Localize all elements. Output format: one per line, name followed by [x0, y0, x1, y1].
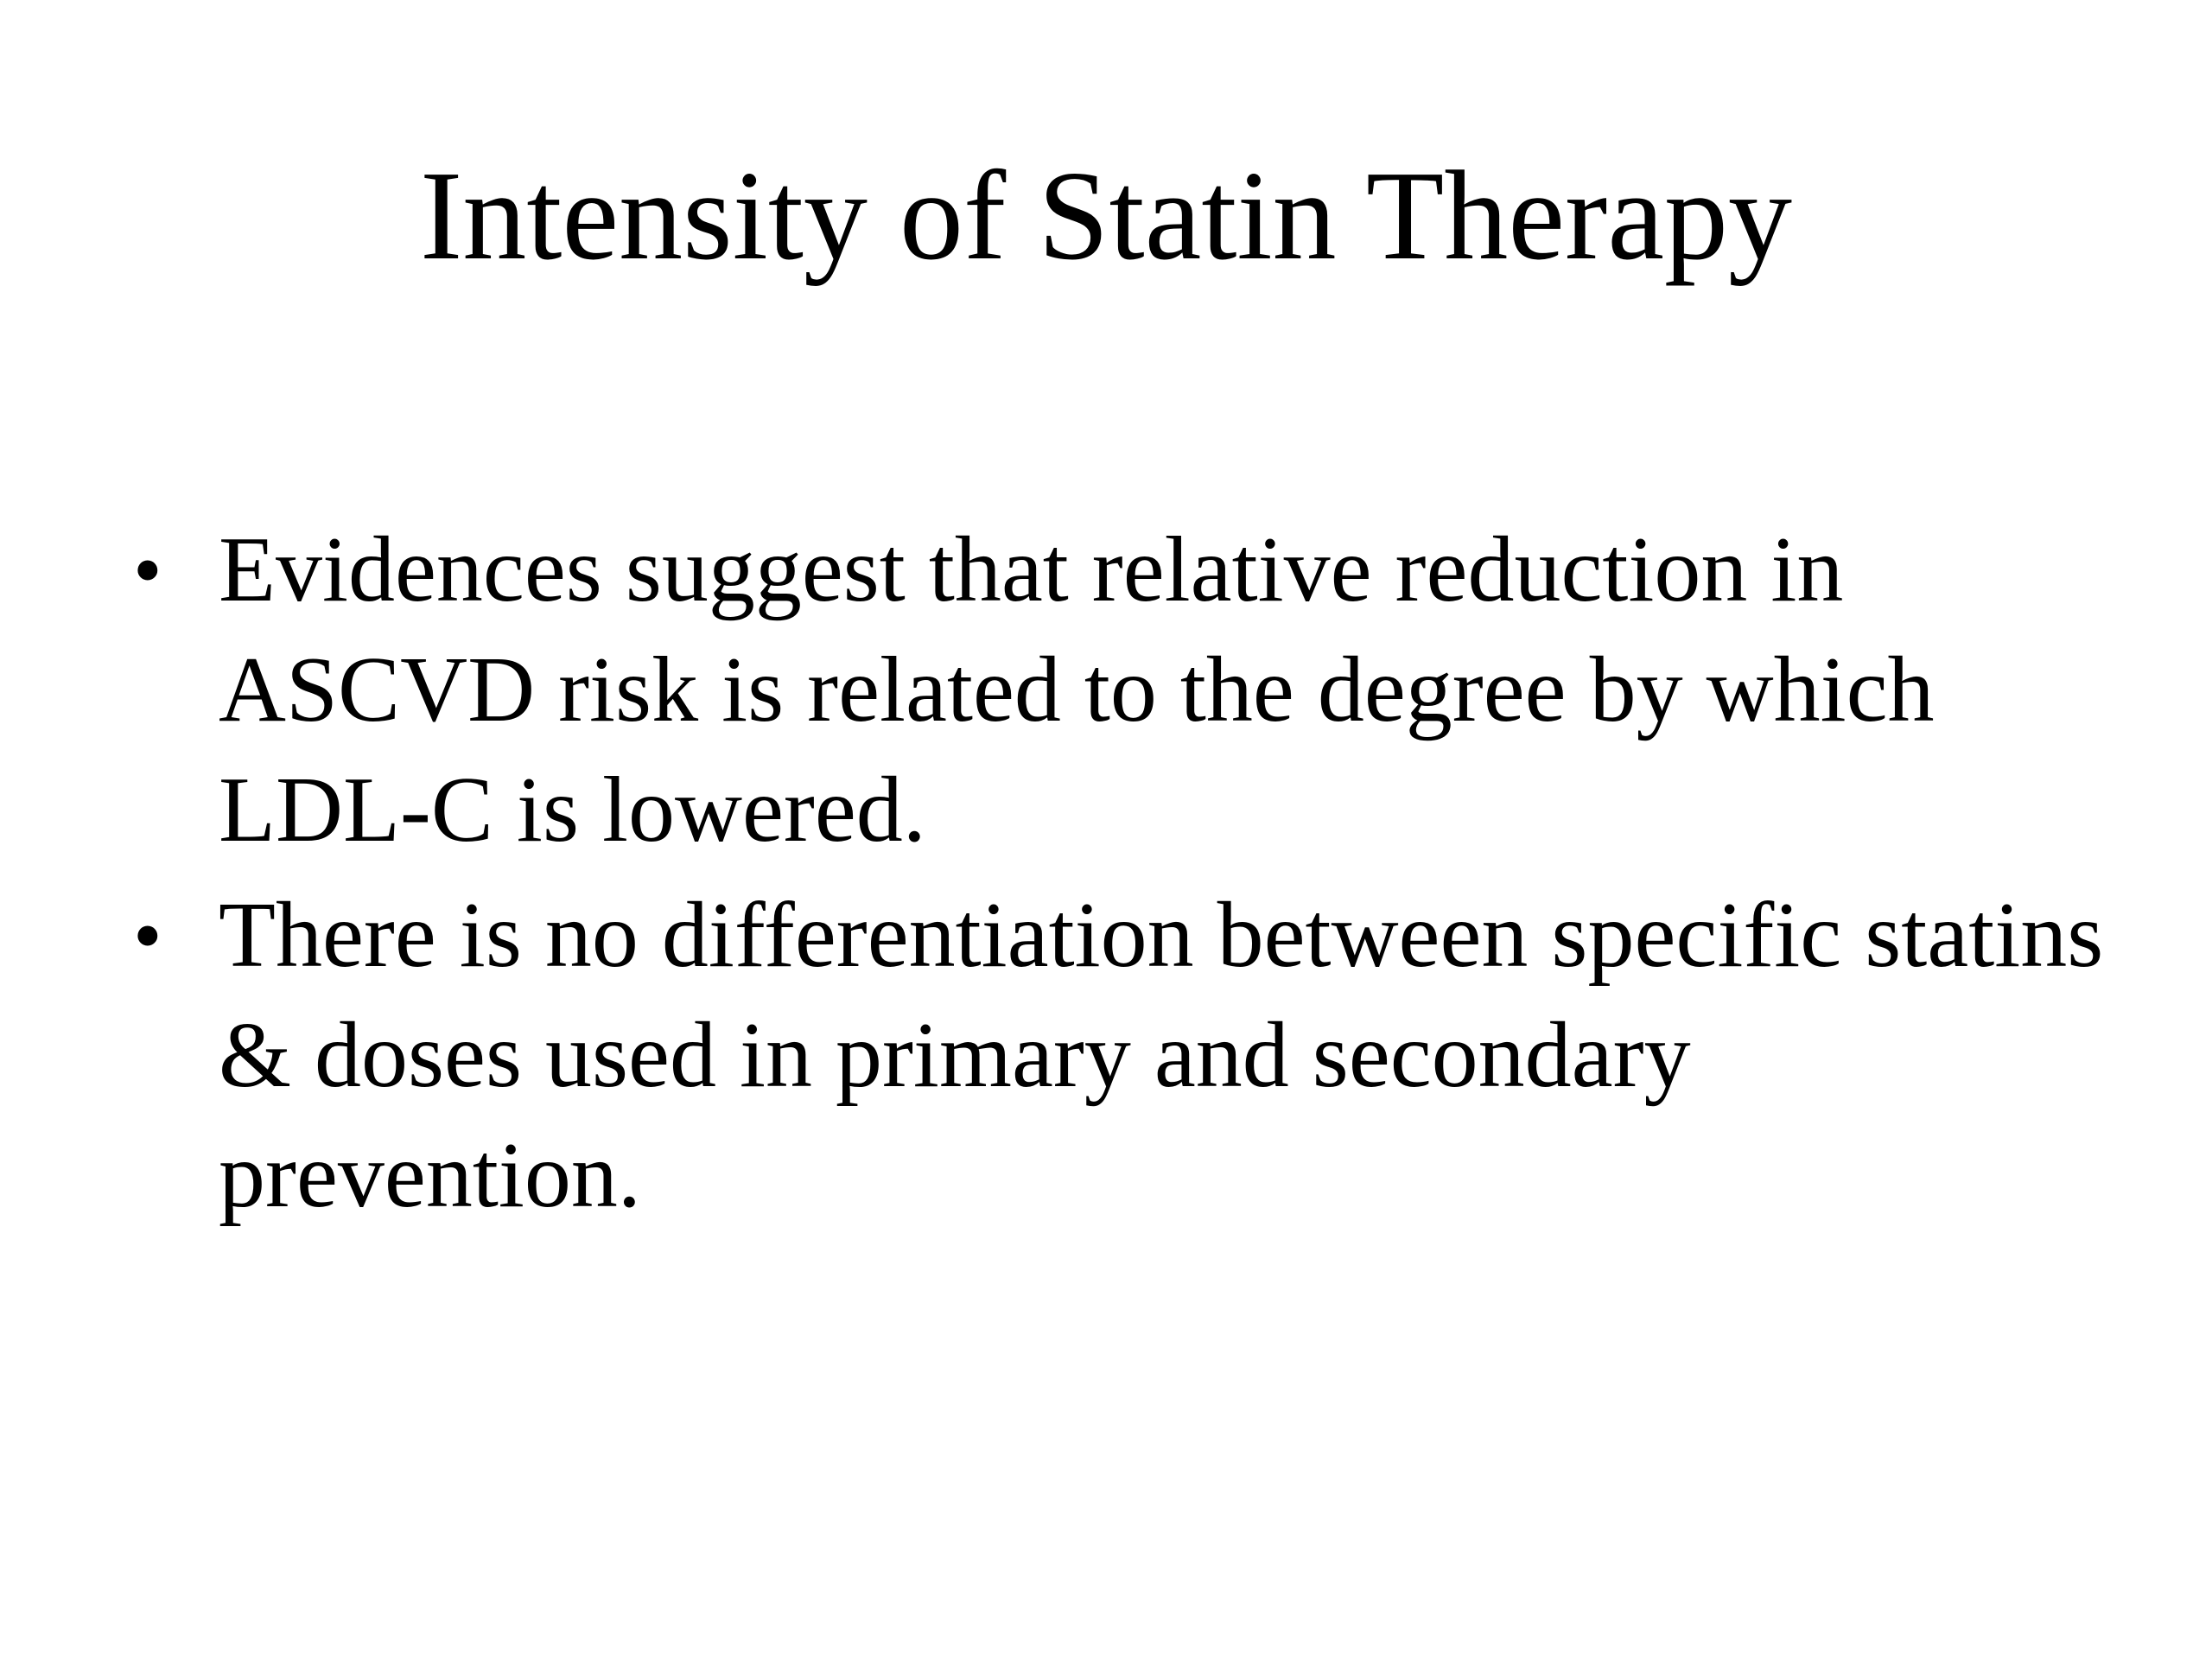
bullet-item	[121, 510, 2108, 870]
bullet-text: There is no differentiation between specific statins & doses used in primary and secondary prevention.	[219, 884, 2104, 1227]
bullet-list	[121, 510, 2108, 1241]
bullet-item	[121, 875, 2108, 1236]
bullet-icon: •	[133, 889, 162, 982]
bullet-icon: •	[133, 524, 162, 616]
slide-title: Intensity of Statin Therapy	[420, 145, 1792, 287]
bullet-text: Evidences suggest that relative reduction in ASCVD risk is related to the degree by which LDL-C is lowered.	[219, 518, 1935, 861]
